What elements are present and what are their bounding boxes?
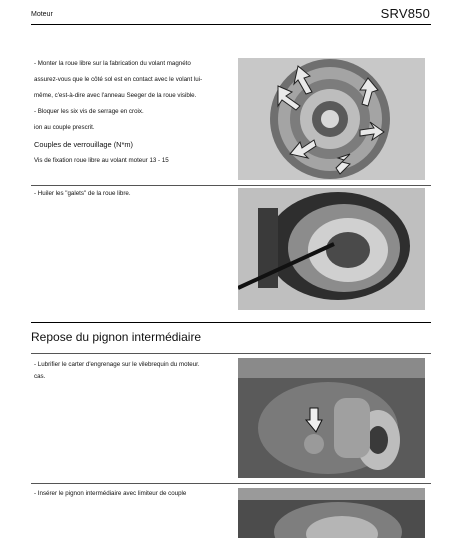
flywheel-photo xyxy=(238,58,425,180)
step-text-3: même, c'est-à-dire avec l'anneau Seeger de la roue visible. xyxy=(34,92,197,99)
torque-value-line: Vis de fixation roue libre au volant moteur 13 - 15 xyxy=(34,157,169,164)
header-model-name: SRV850 xyxy=(380,6,430,21)
torque-title: Couples de verrouillage (N*m) xyxy=(34,140,133,149)
section-divider-1 xyxy=(31,185,431,186)
insert-gear-text: - Insérer le pignon intermédiaire avec limiteur de couple xyxy=(34,490,187,497)
step-text-4: - Bloquer les six vis de serrage en croix. xyxy=(34,108,144,115)
crankcase-photo xyxy=(238,358,425,478)
header-rule xyxy=(31,24,431,25)
section-divider-3 xyxy=(31,483,431,484)
oil-rollers-text: - Huiler les "galets" de la roue libre. xyxy=(34,190,131,197)
lubricate-text-2: cas. xyxy=(34,373,46,380)
header-section-label: Moteur xyxy=(31,11,53,18)
section-rule-2 xyxy=(31,322,431,323)
roller-photo xyxy=(238,188,425,310)
step-text-1: - Monter la roue libre sur la fabrication du volant magnéto xyxy=(34,60,191,67)
step-text-2: assurez-vous que le côté sol est en contact avec le volant lui- xyxy=(34,76,203,83)
idler-gear-photo xyxy=(238,488,425,538)
section-title-idler-gear: Repose du pignon intermédiaire xyxy=(31,330,202,344)
lubricate-text: - Lubrifier le carter d'engrenage sur le vilebrequin du moteur. xyxy=(34,361,200,368)
step-text-5: ion au couple prescrit. xyxy=(34,124,95,131)
section-divider-2 xyxy=(31,353,431,354)
